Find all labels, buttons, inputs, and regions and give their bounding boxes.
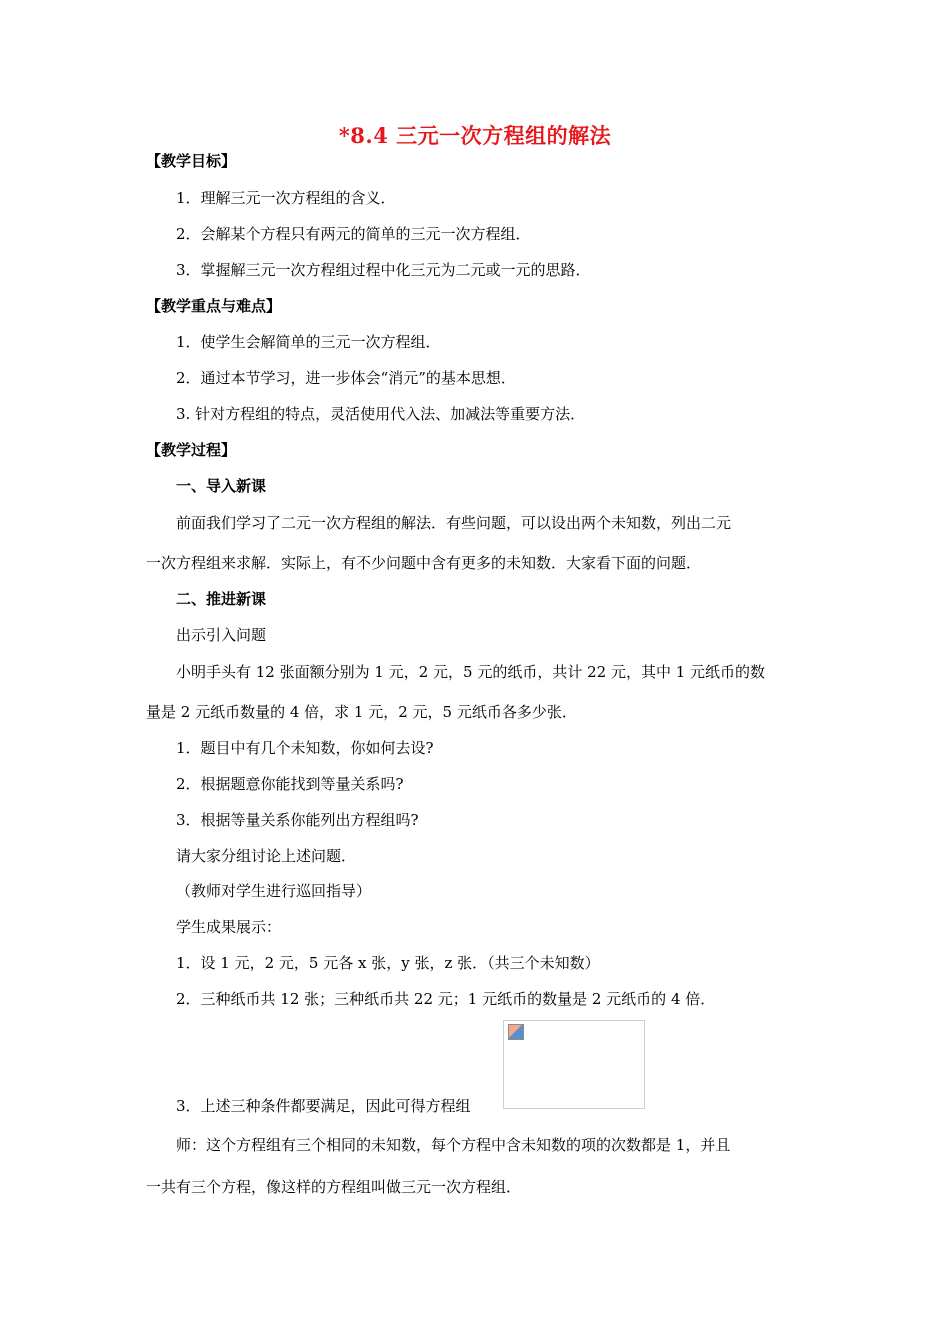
results-label: 学生成果展示： [176, 918, 282, 936]
goals-heading: 【教学目标】 [146, 152, 237, 170]
keys-heading: 【教学重点与难点】 [146, 297, 282, 315]
equation-system-image [503, 1020, 645, 1109]
question-3: 3．根据等量关系你能列出方程组吗? [176, 811, 419, 829]
result-3: 3．上述三种条件都要满足，因此可得方程组 [176, 1097, 471, 1115]
goal-item-1: 1．理解三元一次方程组的含义． [176, 189, 396, 207]
broken-image-icon [508, 1024, 524, 1040]
goal-item-2: 2．会解某个方程只有两元的简单的三元一次方程组． [176, 225, 531, 243]
problem-line1: 小明手头有 12 张面额分别为 1 元，2 元，5 元的纸币，共计 22 元，其中 1 元纸币的数 [176, 663, 766, 681]
process-heading: 【教学过程】 [146, 441, 237, 459]
discuss-line: 请大家分组讨论上述问题． [176, 847, 357, 865]
part1-heading: 一、导入新课 [176, 477, 267, 495]
key-item-1: 1．使学生会解简单的三元一次方程组． [176, 333, 441, 351]
question-1: 1．题目中有几个未知数，你如何去设? [176, 739, 434, 757]
teacher-line2: 一共有三个方程，像这样的方程组叫做三元一次方程组． [146, 1178, 522, 1196]
teacher-line1: 师：这个方程组有三个相同的未知数，每个方程中含未知数的项的次数都是 1，并且 [176, 1136, 731, 1154]
question-2: 2．根据题意你能找到等量关系吗? [176, 775, 404, 793]
goal-item-3: 3．掌握解三元一次方程组过程中化三元为二元或一元的思路． [176, 261, 591, 279]
result-2: 2．三种纸币共 12 张；三种纸币共 22 元；1 元纸币的数量是 2 元纸币的 4 倍． [176, 990, 716, 1008]
key-item-3: 3. 针对方程组的特点，灵活使用代入法、加减法等重要方法． [176, 405, 586, 423]
intro-label: 出示引入问题 [176, 626, 267, 644]
key-item-2: 2．通过本节学习，进一步体会“消元”的基本思想． [176, 369, 516, 387]
teacher-note: （教师对学生进行巡回指导） [176, 882, 372, 900]
problem-line2: 量是 2 元纸币数量的 4 倍，求 1 元，2 元，5 元纸币各多少张． [146, 703, 577, 721]
result-1: 1．设 1 元，2 元，5 元各 x 张，y 张，z 张．（共三个未知数） [176, 954, 600, 972]
page-title: *8.4 三元一次方程组的解法 [338, 123, 612, 148]
part1-paragraph-line2: 一次方程组来求解．实际上，有不少问题中含有更多的未知数．大家看下面的问题． [146, 554, 702, 572]
part2-heading: 二、推进新课 [176, 590, 267, 608]
part1-paragraph-line1: 前面我们学习了二元一次方程组的解法．有些问题，可以设出两个未知数，列出二元 [176, 514, 732, 532]
